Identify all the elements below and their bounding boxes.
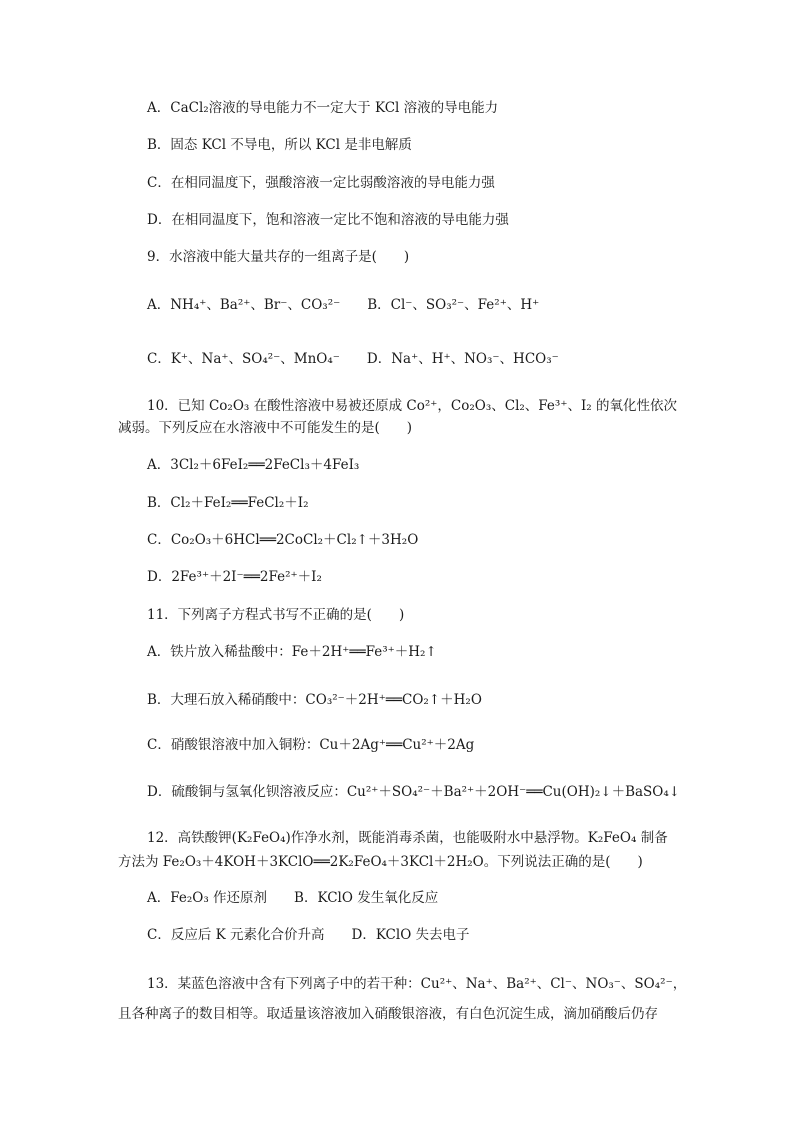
option-12cd: C．反应后 K 元素化合价升高 D．KClO 失去电子: [147, 927, 470, 943]
option-10d: D．2Fe³⁺＋2I⁻══2Fe²⁺＋I₂: [147, 569, 322, 585]
option-11a: A．铁片放入稀盐酸中：Fe＋2H⁺══Fe³⁺＋H₂↑: [147, 644, 437, 660]
question-13-stem-line1: 13．某蓝色溶液中含有下列离子中的若干种：Cu²⁺、Na⁺、Ba²⁺、Cl⁻、NO₃⁻、SO₄²⁻，: [147, 976, 687, 992]
option-9cd: C．K⁺、Na⁺、SO₄²⁻、MnO₄⁻ D．Na⁺、H⁺、NO₃⁻、HCO₃⁻: [147, 351, 559, 367]
question-10-stem-line2: 减弱。下列反应在水溶液中不可能发生的是( ): [118, 420, 413, 436]
question-12-stem-line2: 方法为 Fe₂O₃＋4KOH＋3KClO══2K₂FeO₄＋3KCl＋2H₂O。下列说法正确的是( ): [118, 854, 643, 870]
question-11-stem: 11．下列离子方程式书写不正确的是( ): [147, 607, 405, 623]
question-13-stem-line2: 且各种离子的数目相等。取适量该溶液加入硝酸银溶液，有白色沉淀生成，滴加硝酸后仍存: [118, 1006, 658, 1022]
option-10b: B．Cl₂＋FeI₂══FeCl₂＋I₂: [147, 495, 309, 511]
option-8b: B．固态 KCl 不导电，所以 KCl 是非电解质: [147, 137, 412, 153]
option-11c: C．硝酸银溶液中加入铜粉：Cu＋2Ag⁺══Cu²⁺＋2Ag: [147, 737, 475, 753]
option-10a: A．3Cl₂＋6FeI₂══2FeCl₃＋4FeI₃: [147, 457, 360, 473]
option-11b: B．大理石放入稀硝酸中：CO₃²⁻＋2H⁺══CO₂↑＋H₂O: [147, 692, 482, 708]
option-8a: A．CaCl₂溶液的导电能力不一定大于 KCl 溶液的导电能力: [147, 100, 499, 116]
option-8c: C．在相同温度下，强酸溶液一定比弱酸溶液的导电能力强: [147, 175, 495, 191]
option-9ab: A．NH₄⁺、Ba²⁺、Br⁻、CO₃²⁻ B．Cl⁻、SO₃²⁻、Fe²⁺、H⁺: [147, 297, 540, 313]
option-10c: C．Co₂O₃＋6HCl══2CoCl₂＋Cl₂↑＋3H₂O: [147, 532, 419, 548]
question-9-stem: 9．水溶液中能大量共存的一组离子是( ): [147, 249, 410, 265]
question-10-stem-line1: 10．已知 Co₂O₃ 在酸性溶液中易被还原成 Co²⁺，Co₂O₃、Cl₂、Fe³⁺、I₂ 的氧化性依次: [147, 398, 677, 414]
option-11d: D．硫酸铜与氢氧化钡溶液反应：Cu²⁺＋SO₄²⁻＋Ba²⁺＋2OH⁻══Cu(OH)₂↓＋BaSO₄↓: [147, 784, 681, 800]
option-8d: D．在相同温度下，饱和溶液一定比不饱和溶液的导电能力强: [147, 212, 509, 228]
option-12ab: A．Fe₂O₃ 作还原剂 B．KClO 发生氧化反应: [147, 890, 439, 906]
question-12-stem-line1: 12．高铁酸钾(K₂FeO₄)作净水剂，既能消毒杀菌，也能吸附水中悬浮物。K₂FeO₄ 制备: [147, 830, 668, 846]
